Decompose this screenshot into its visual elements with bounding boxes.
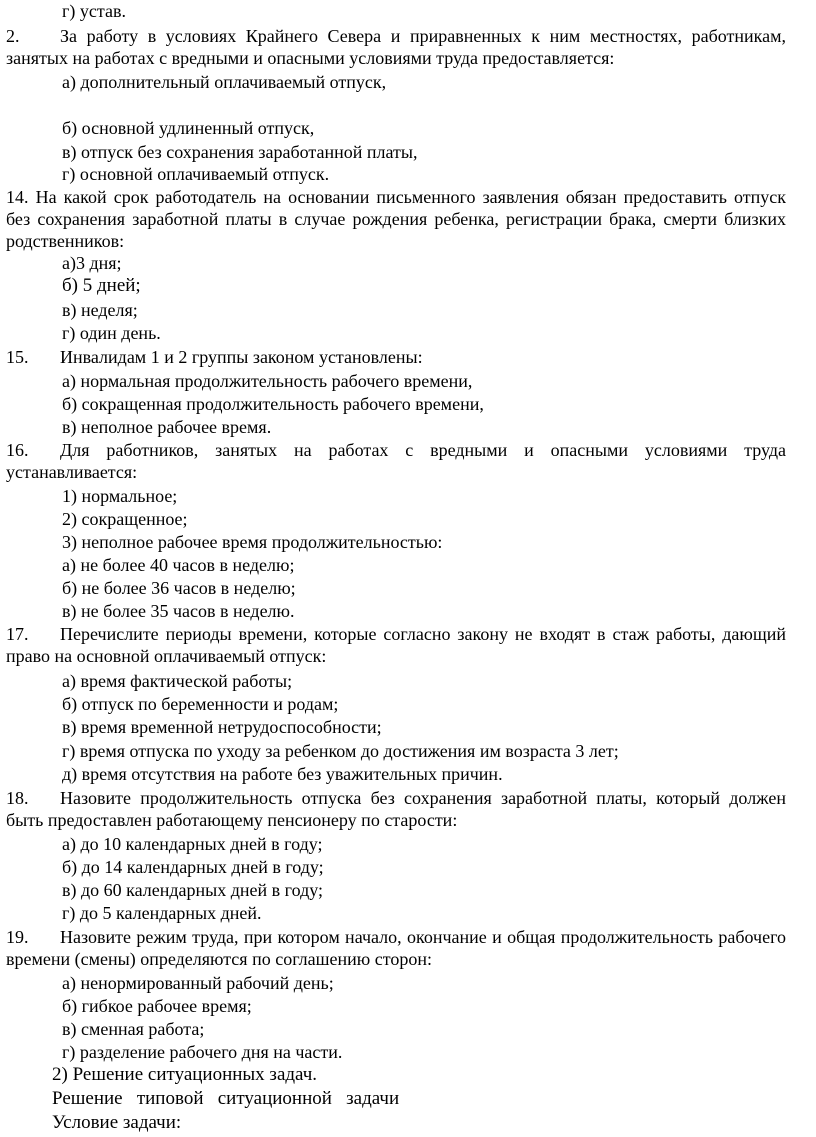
option: в) отпуск без сохранения заработанной платы, [62, 142, 418, 162]
question-19 [6, 926, 786, 970]
question-number: 17. [6, 624, 29, 644]
option: а)3 дня; [62, 253, 122, 273]
question-text: Для работников, занятых на работах с вредными и опасными условиями труда устанавливается: [6, 440, 786, 482]
question-text: Назовите режим труда, при котором начало, окончание и общая продолжительность рабочего времени (смены) определяются по соглашению сторон: [6, 927, 786, 969]
option: в) до 60 календарных дней в году; [62, 880, 323, 900]
question-number: 16. [6, 440, 29, 460]
option: г) до 5 календарных дней. [62, 903, 262, 923]
option: 3) неполное рабочее время продолжительностью: [62, 532, 443, 552]
option: в) неделя; [62, 300, 138, 320]
option: в) время временной нетрудоспособности; [62, 717, 382, 737]
option: г) основной оплачиваемый отпуск. [62, 164, 330, 184]
option: в) сменная работа; [62, 1019, 205, 1039]
option: б) 5 дней; [62, 275, 141, 296]
question-2 [6, 25, 786, 69]
option: 2) сокращенное; [62, 509, 188, 529]
question-number: 19. [6, 927, 29, 947]
option: а) нормальная продолжительность рабочего времени, [62, 371, 473, 391]
option: б) сокращенная продолжительность рабочего времени, [62, 394, 484, 414]
option: г) время отпуска по уходу за ребенком до достижения им возраста 3 лет; [62, 741, 619, 761]
question-14: 14. На какой срок работодатель на основании письменного заявления обязан предоставить отпуск без сохранения заработной платы в случае рождения ребенка, регистрации брака, смерти близких родственников: [6, 187, 786, 251]
option: б) основной удлиненный отпуск, [62, 118, 315, 138]
option: б) отпуск по беременности и родам; [62, 694, 339, 714]
option: г) один день. [62, 323, 161, 343]
option: в) неполное рабочее время. [62, 417, 272, 437]
option: а) не более 40 часов в неделю; [62, 555, 295, 575]
option: г) разделение рабочего дня на части. [62, 1042, 343, 1062]
option: 1) нормальное; [62, 486, 178, 506]
option: д) время отсутствия на работе без уважительных причин. [62, 764, 503, 784]
question-text: Инвалидам 1 и 2 группы законом установлены: [60, 347, 423, 367]
option: а) дополнительный оплачиваемый отпуск, [62, 72, 387, 92]
option: а) время фактической работы; [62, 671, 293, 691]
question-text: Назовите продолжительность отпуска без сохранения заработной платы, который должен быть предоставлен работающему пенсионеру по старости: [6, 788, 786, 830]
option: а) ненормированный рабочий день; [62, 973, 334, 993]
section-heading: 2) Решение ситуационных задач. [52, 1064, 318, 1085]
subsection-heading: Решение типовой ситуационной задачи [52, 1088, 400, 1109]
question-16 [6, 439, 786, 483]
question-number: 15. [6, 347, 29, 367]
question-text: За работу в условиях Крайнего Севера и приравненных к ним местностях, работникам, занятых на работах с вредными и опасными условиями труда предоставляется: [6, 26, 786, 68]
option: б) гибкое рабочее время; [62, 996, 252, 1016]
question-text: Перечислите периоды времени, которые согласно закону не входят в стаж работы, дающий право на основной оплачиваемый отпуск: [6, 624, 786, 666]
question-18 [6, 787, 786, 831]
question-17 [6, 623, 786, 667]
option: б) не более 36 часов в неделю; [62, 578, 296, 598]
question-number: 2. [6, 26, 20, 46]
option-top: г) устав. [62, 1, 126, 21]
option: в) не более 35 часов в неделю. [62, 601, 295, 621]
option: б) до 14 календарных дней в году; [62, 857, 324, 877]
condition-label: Условие задачи: [52, 1112, 182, 1133]
question-15 [6, 346, 786, 368]
question-number: 18. [6, 788, 29, 808]
option: а) до 10 календарных дней в году; [62, 834, 323, 854]
